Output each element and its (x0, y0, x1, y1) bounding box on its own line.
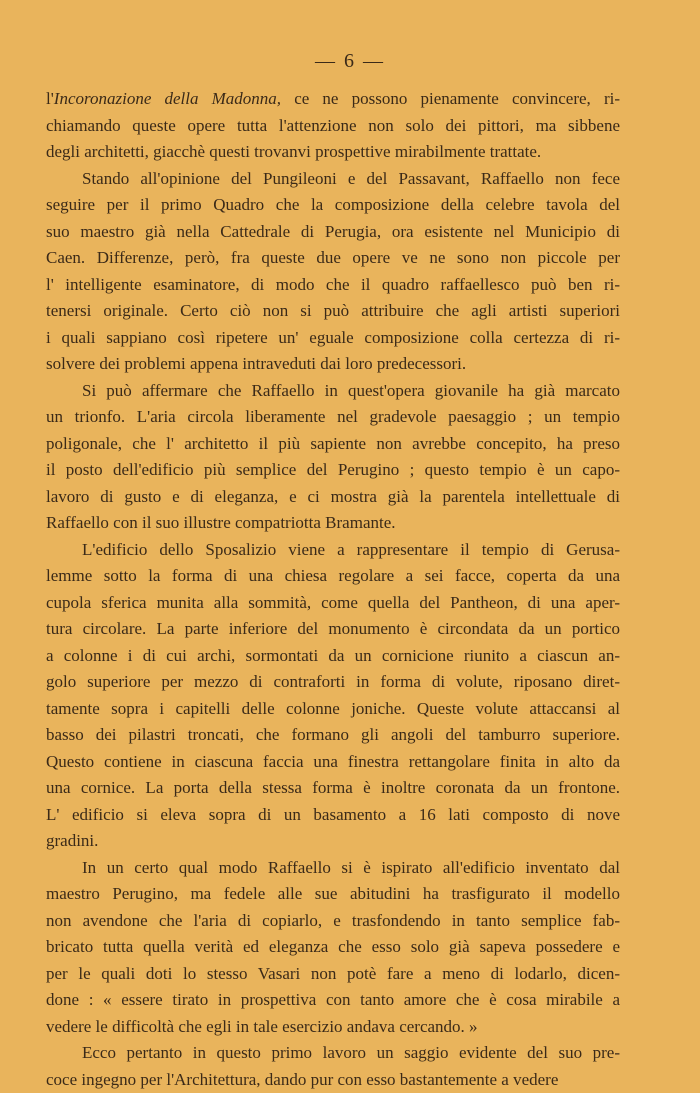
text-line: maestro Perugino, ma fedele alle sue abitudini ha trasfigurato il modello (46, 881, 620, 908)
text-line: non avendone che l'aria di copiarlo, e trasfondendo in tanto semplice fab- (46, 908, 620, 935)
text-line: vedere le difficoltà che egli in tale esercizio andava cercando. » (46, 1014, 620, 1041)
text-line: L' edificio si eleva sopra di un basamento a 16 lati composto di nove (46, 802, 620, 829)
text-line: Caen. Differenze, però, fra queste due opere ve ne sono non piccole per (46, 245, 620, 272)
text-line: l'Incoronazione della Madonna, ce ne possono pienamente convincere, ri- (46, 86, 620, 113)
text-line: cupola sferica munita alla sommità, come quella del Pantheon, di una aper- (46, 590, 620, 617)
paragraph (46, 855, 620, 1041)
text-line: Ecco pertanto in questo primo lavoro un saggio evidente del suo pre- (46, 1040, 620, 1067)
text-line: Si può affermare che Raffaello in quest'opera giovanile ha già marcato (46, 378, 620, 405)
paragraph (46, 86, 620, 166)
paragraph (46, 1040, 620, 1093)
text-line: chiamando queste opere tutta l'attenzione non solo dei pittori, ma sibbene (46, 113, 620, 140)
text-line: basso dei pilastri troncati, che formano gli angoli del tamburro superiore. (46, 722, 620, 749)
paragraph (46, 378, 620, 537)
text-line: degli architetti, giacchè questi trovanvi prospettive mirabilmente trattate. (46, 139, 620, 166)
text-line: solvere dei problemi appena intraveduti dai loro predecessori. (46, 351, 620, 378)
text-line: lavoro di gusto e di eleganza, e ci mostra già la parentela intellettuale di (46, 484, 620, 511)
text-line: tura circolare. La parte inferiore del monumento è circondata da un portico (46, 616, 620, 643)
text-line: coce ingegno per l'Architettura, dando pur con esso bastantemente a vedere (46, 1067, 620, 1093)
text-line: Raffaello con il suo illustre compatriotta Bramante. (46, 510, 620, 537)
text-line: tamente sopra i capitelli delle colonne joniche. Queste volute attaccansi al (46, 696, 620, 723)
text-line: una cornice. La porta della stessa forma è inoltre coronata da un frontone. (46, 775, 620, 802)
italic-title: Incoronazione della Madonna, (54, 89, 281, 108)
text-line: In un certo qual modo Raffaello si è ispirato all'edificio inventato dal (46, 855, 620, 882)
text-line: Questo contiene in ciascuna faccia una finestra rettangolare finita in alto da (46, 749, 620, 776)
text-line: un trionfo. L'aria circola liberamente nel gradevole paesaggio ; un tempio (46, 404, 620, 431)
text-line: golo superiore per mezzo di contraforti in forma di volute, riposano diret- (46, 669, 620, 696)
text-line: suo maestro già nella Cattedrale di Perugia, ora esistente nel Municipio di (46, 219, 620, 246)
page-number: — 6 — (0, 50, 700, 73)
text-line: lemme sotto la forma di una chiesa regolare a sei facce, coperta da una (46, 563, 620, 590)
text-line: poligonale, che l' architetto il più sapiente non avrebbe concepito, ha preso (46, 431, 620, 458)
text-line: a colonne i di cui archi, sormontati da un cornicione riunito a ciascun an- (46, 643, 620, 670)
text-line: bricato tutta quella verità ed eleganza che esso solo già sapeva possedere e (46, 934, 620, 961)
text-line: Stando all'opinione del Pungileoni e del Passavant, Raffaello non fece (46, 166, 620, 193)
text-line: L'edificio dello Sposalizio viene a rappresentare il tempio di Gerusa- (46, 537, 620, 564)
paragraph (46, 537, 620, 855)
text-line: l' intelligente esaminatore, di modo che il quadro raffaellesco può ben ri- (46, 272, 620, 299)
text-line: tenersi originale. Certo ciò non si può attribuire che agli artisti superiori (46, 298, 620, 325)
body-text (46, 86, 620, 1093)
text-line: seguire per il primo Quadro che la composizione della celebre tavola del (46, 192, 620, 219)
text-line: gradini. (46, 828, 620, 855)
text-line: done : « essere tirato in prospettiva con tanto amore che è cosa mirabile a (46, 987, 620, 1014)
text-line: per le quali doti lo stesso Vasari non potè fare a meno di lodarlo, dicen- (46, 961, 620, 988)
paragraph (46, 166, 620, 378)
text-line: i quali sappiano così ripetere un' eguale composizione colla certezza di ri- (46, 325, 620, 352)
text-line: il posto dell'edificio più semplice del Perugino ; questo tempio è un capo- (46, 457, 620, 484)
